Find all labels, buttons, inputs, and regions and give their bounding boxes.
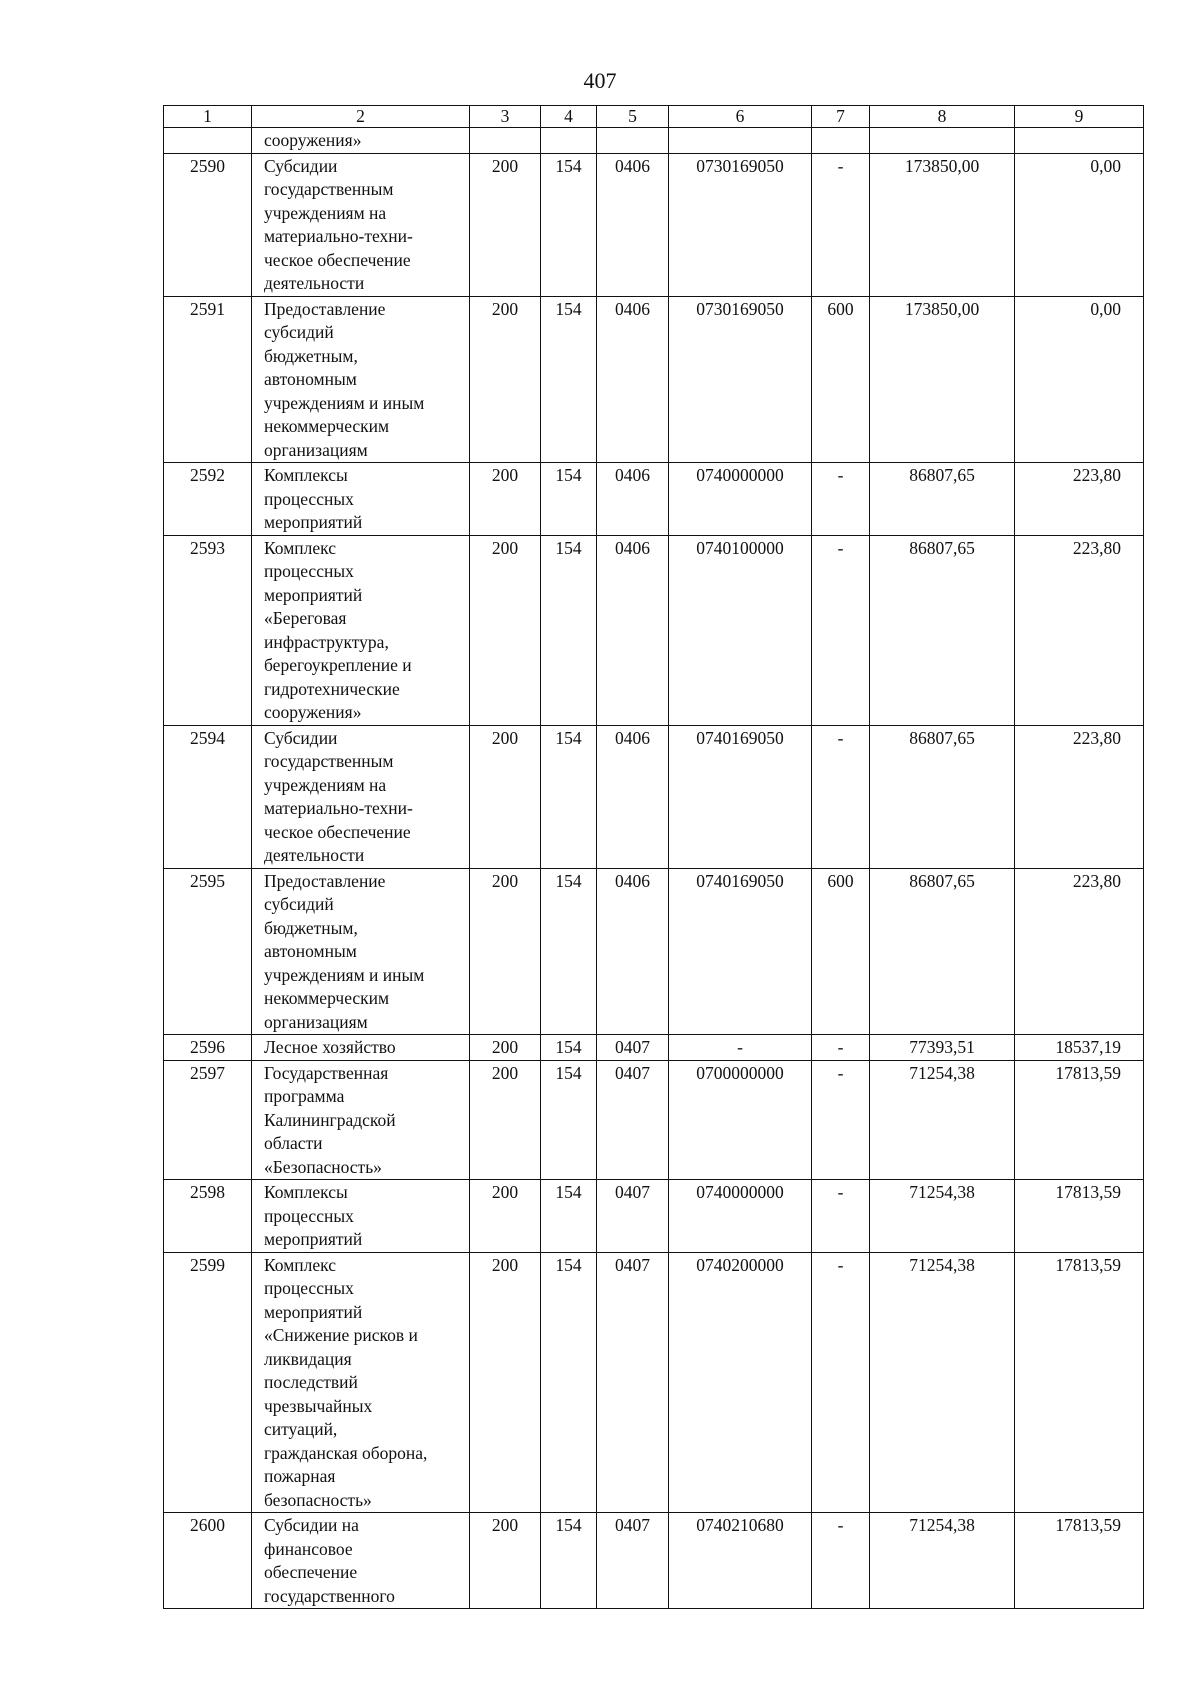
item-name-cell [252,725,470,868]
item-name-cell [252,535,470,725]
amount-9-cell: 17813,59 [1015,1252,1144,1513]
code-3-cell: 200 [470,1252,541,1513]
amount-8-cell: 71254,38 [870,1180,1015,1253]
amount-9-cell: 223,80 [1015,868,1144,1035]
column-header: 4 [541,106,597,128]
code-4-cell: 154 [541,868,597,1035]
expense-type-cell: - [812,1035,870,1061]
item-name-line: инфраструктура, [264,631,389,652]
item-name-line: материально-техни- [264,226,413,246]
item-name-line: гидротехнические [264,678,400,699]
row-number-cell: 2596 [164,1035,252,1061]
target-article-cell: 0740169050 [669,868,812,1035]
row-number-cell [164,128,252,154]
code-5-cell: 0407 [597,1060,669,1180]
item-name-line: учреждениям на [264,202,387,223]
amount-9-cell: 17813,59 [1015,1180,1144,1253]
item-name-line: процессных [264,1278,354,1298]
item-name-cell [252,1513,470,1609]
item-name-cell [252,128,470,154]
item-name-line: ликвидация [264,1348,352,1369]
code-5-cell: 0406 [597,296,669,463]
expense-type-cell: - [812,1060,870,1180]
item-name-line: сооружения» [264,702,362,722]
item-name-line: мероприятий [264,512,363,532]
code-5-cell: 0407 [597,1180,669,1253]
expense-type-cell: - [812,153,870,296]
item-name-line: учреждениям на [264,774,387,795]
code-4-cell: 154 [541,535,597,725]
code-3-cell: 200 [470,1513,541,1609]
item-name-line: Лесное хозяйство [264,1037,396,1057]
item-name-line: автономным [264,369,357,389]
code-5-cell [597,128,669,154]
item-name-line: государственным [264,751,394,771]
code-4-cell [541,128,597,154]
expense-type-cell: 600 [812,296,870,463]
item-name-line: государственным [264,179,394,199]
row-number-cell: 2597 [164,1060,252,1180]
row-number-cell: 2593 [164,535,252,725]
amount-8-cell: 86807,65 [870,725,1015,868]
row-number-cell: 2599 [164,1252,252,1513]
target-article-cell: 0740169050 [669,725,812,868]
amount-8-cell: 71254,38 [870,1060,1015,1180]
row-number-cell: 2600 [164,1513,252,1609]
amount-8-cell [870,128,1015,154]
item-name-line: «Береговая [264,608,347,628]
item-name-cell [252,1060,470,1180]
item-name-line: государственного [264,1585,395,1606]
item-name-line: Комплексы [264,465,348,485]
target-article-cell: 0740100000 [669,535,812,725]
item-name-line: сооружения» [264,130,362,150]
table-header-row [164,106,1144,128]
code-3-cell: 200 [470,868,541,1035]
item-name-line: деятельности [264,273,365,293]
code-3-cell: 200 [470,463,541,536]
expense-type-cell: 600 [812,868,870,1035]
item-name-line: ческое обеспечение [264,821,411,842]
item-name-line: Комплекс [264,1254,336,1275]
item-name-line: процессных [264,488,354,509]
table-row [164,296,1144,463]
code-5-cell: 0406 [597,153,669,296]
item-name-line: ческое обеспечение [264,249,411,270]
code-4-cell: 154 [541,1060,597,1180]
expense-type-cell: - [812,1513,870,1609]
page-number: 407 [583,68,617,93]
expense-type-cell: - [812,1180,870,1253]
item-name-cell [252,1252,470,1513]
budget-table [163,105,1144,1609]
item-name-line: обеспечение [264,1562,358,1582]
code-4-cell: 154 [541,463,597,536]
amount-9-cell: 223,80 [1015,463,1144,536]
row-number-cell: 2592 [164,463,252,536]
code-3-cell: 200 [470,535,541,725]
item-name-line: берегоукрепление и [264,655,412,675]
table-row [164,868,1144,1035]
column-header: 3 [470,106,541,128]
code-5-cell: 0406 [597,463,669,536]
table-row [164,1180,1144,1253]
expense-type-cell: - [812,535,870,725]
code-3-cell: 200 [470,296,541,463]
target-article-cell: 0740000000 [669,1180,812,1253]
target-article-cell: 0740000000 [669,463,812,536]
table-row [164,1513,1144,1609]
item-name-line: бюджетным, [264,345,358,366]
code-3-cell: 200 [470,1180,541,1253]
item-name-line: материально-техни- [264,798,413,818]
item-name-line: пожарная [264,1466,336,1486]
amount-8-cell: 86807,65 [870,463,1015,536]
item-name-line: «Безопасность» [264,1156,382,1177]
item-name-cell [252,153,470,296]
amount-8-cell: 77393,51 [870,1035,1015,1061]
amount-9-cell: 17813,59 [1015,1060,1144,1180]
code-5-cell: 0406 [597,725,669,868]
item-name-line: Комплексы [264,1182,348,1202]
expense-type-cell: - [812,1252,870,1513]
item-name-line: последствий [264,1372,358,1392]
amount-9-cell: 0,00 [1015,153,1144,296]
item-name-line: мероприятий [264,1301,363,1322]
column-header: 8 [870,106,1015,128]
column-header: 2 [252,106,470,128]
item-name-line: чрезвычайных [264,1395,373,1416]
item-name-line: области [264,1133,323,1153]
code-4-cell: 154 [541,296,597,463]
code-4-cell: 154 [541,725,597,868]
item-name-line: программа [264,1086,345,1106]
table-row [164,128,1144,154]
item-name-line: некоммерческим [264,416,390,436]
code-5-cell: 0407 [597,1035,669,1061]
amount-8-cell: 173850,00 [870,153,1015,296]
item-name-line: организациям [264,1011,368,1032]
item-name-cell [252,868,470,1035]
item-name-line: Субсидии [264,155,338,176]
row-number-cell: 2591 [164,296,252,463]
amount-9-cell [1015,128,1144,154]
amount-8-cell: 86807,65 [870,535,1015,725]
row-number-cell: 2590 [164,153,252,296]
code-4-cell: 154 [541,153,597,296]
amount-8-cell: 71254,38 [870,1252,1015,1513]
item-name-line: мероприятий [264,1229,363,1249]
item-name-line: организациям [264,439,368,460]
expense-type-cell: - [812,463,870,536]
item-name-cell [252,296,470,463]
item-name-line: процессных [264,561,354,581]
table-body [164,106,1144,1609]
item-name-line: некоммерческим [264,988,390,1008]
item-name-line: Предоставление [264,870,386,891]
code-5-cell: 0407 [597,1513,669,1609]
item-name-line: автономным [264,941,357,961]
row-number-cell: 2598 [164,1180,252,1253]
item-name-line: финансовое [264,1538,353,1559]
item-name-line: безопасность» [264,1489,372,1510]
item-name-line: мероприятий [264,584,363,605]
item-name-line: Калининградской [264,1109,396,1130]
item-name-line: Субсидии на [264,1515,359,1535]
item-name-line: бюджетным, [264,917,358,938]
table-row [164,1060,1144,1180]
code-3-cell [470,128,541,154]
item-name-cell [252,1035,470,1061]
item-name-cell [252,463,470,536]
expense-type-cell [812,128,870,154]
amount-8-cell: 173850,00 [870,296,1015,463]
item-name-line: учреждениям и иным [264,392,425,413]
target-article-cell: - [669,1035,812,1061]
table-row [164,535,1144,725]
item-name-line: Субсидии [264,727,338,748]
code-3-cell: 200 [470,1035,541,1061]
code-3-cell: 200 [470,153,541,296]
table-row [164,463,1144,536]
code-4-cell: 154 [541,1035,597,1061]
item-name-cell [252,1180,470,1253]
item-name-line: процессных [264,1205,354,1226]
target-article-cell: 0740210680 [669,1513,812,1609]
target-article-cell: 0730169050 [669,296,812,463]
target-article-cell: 0700000000 [669,1060,812,1180]
code-5-cell: 0406 [597,535,669,725]
amount-9-cell: 223,80 [1015,535,1144,725]
item-name-line: Комплекс [264,537,336,558]
target-article-cell: 0740200000 [669,1252,812,1513]
column-header: 1 [164,106,252,128]
column-header: 7 [812,106,870,128]
code-5-cell: 0406 [597,868,669,1035]
column-header: 5 [597,106,669,128]
item-name-line: деятельности [264,845,365,865]
target-article-cell: 0730169050 [669,153,812,296]
item-name-line: гражданская оборона, [264,1442,428,1463]
item-name-line: Государственная [264,1062,389,1083]
target-article-cell [669,128,812,154]
column-header: 6 [669,106,812,128]
item-name-line: субсидий [264,894,334,914]
row-number-cell: 2595 [164,868,252,1035]
item-name-line: ситуаций, [264,1419,338,1439]
table-row [164,1035,1144,1061]
table-row [164,153,1144,296]
code-3-cell: 200 [470,725,541,868]
item-name-line: учреждениям и иным [264,964,425,985]
item-name-line: «Снижение рисков и [264,1325,418,1345]
amount-8-cell: 86807,65 [870,868,1015,1035]
expense-type-cell: - [812,725,870,868]
code-4-cell: 154 [541,1252,597,1513]
amount-9-cell: 223,80 [1015,725,1144,868]
amount-8-cell: 71254,38 [870,1513,1015,1609]
table-row [164,725,1144,868]
row-number-cell: 2594 [164,725,252,868]
code-4-cell: 154 [541,1180,597,1253]
column-header: 9 [1015,106,1144,128]
code-4-cell: 154 [541,1513,597,1609]
item-name-line: субсидий [264,322,334,342]
amount-9-cell: 17813,59 [1015,1513,1144,1609]
code-5-cell: 0407 [597,1252,669,1513]
amount-9-cell: 0,00 [1015,296,1144,463]
amount-9-cell: 18537,19 [1015,1035,1144,1061]
code-3-cell: 200 [470,1060,541,1180]
item-name-line: Предоставление [264,298,386,319]
table-row [164,1252,1144,1513]
